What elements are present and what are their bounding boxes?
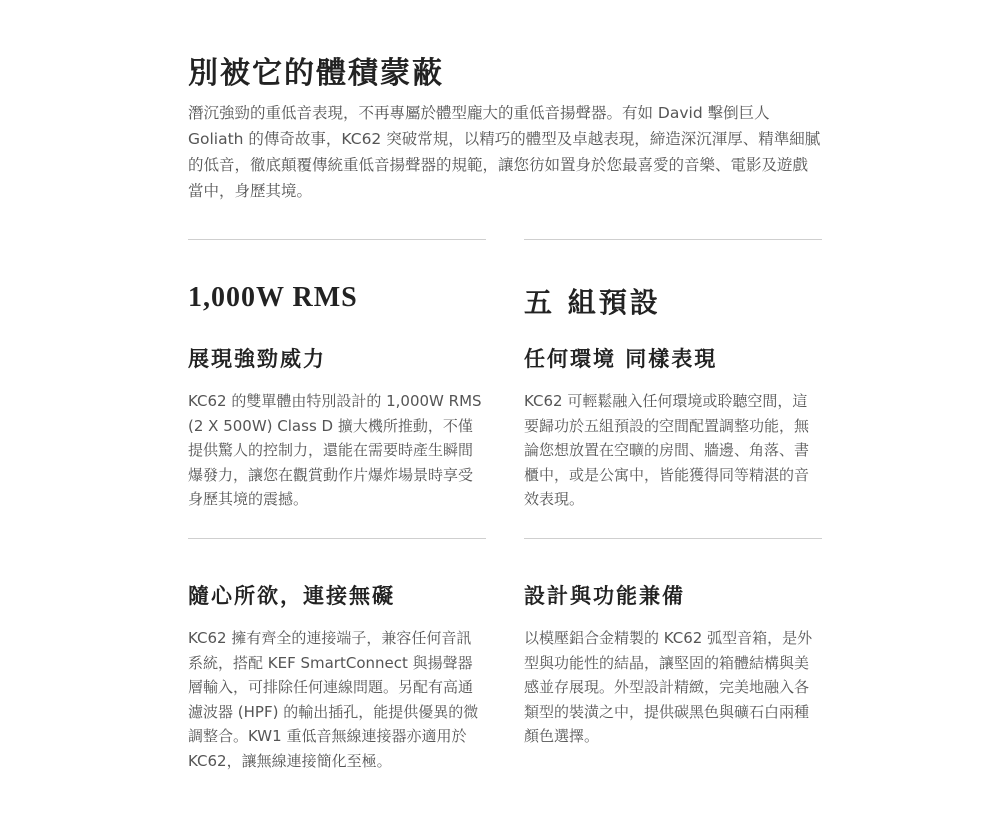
feature-body-presets: KC62 可輕鬆融入任何環境或聆聽空間，這要歸功於五組預設的空間配置調整功能，無論您想放置在空曠的房間、牆邊、角落、書櫃中，或是公寓中，皆能獲得同等精湛的音效表現。 (524, 392, 810, 508)
feature-body-power: KC62 的雙單體由特別設計的 1,000W RMS (2 X 500W) Class D 擴大機所推動，不僅提供驚人的控制力，還能在需要時產生瞬間爆發力，讓您在觀賞動作片爆炸場景時享受身歷其境的震撼。 (188, 392, 482, 508)
page-title: 別被它的體積蒙蔽 (188, 56, 444, 91)
intro-paragraph: 潛沉強勁的重低音表現，不再專屬於體型龐大的重低音揚聲器。有如 David 擊倒巨人Goliath 的傳奇故事，KC62 突破常規，以精巧的體型及卓越表現，締造深沉渾厚、精準細膩的低音，徹底顛覆傳統重低音揚聲器的規範，讓您彷如置身於您最喜愛的音樂、電影及遊戲當中，身歷其境。 (188, 104, 821, 200)
feature-subtitle-power: 展現強勁威力 (188, 347, 326, 371)
feature-subtitle-presets: 任何環境 同樣表現 (524, 347, 718, 371)
divider (524, 538, 822, 539)
feature-body-design: 以模壓鋁合金精製的 KC62 弧型音箱，是外型與功能性的結晶，讓堅固的箱體結構與美感並存展現。外型設計精緻，完美地融入各類型的裝潢之中，提供碳黑色與礦石白兩種顏色選擇。 (524, 629, 813, 745)
feature-body-connectivity: KC62 擁有齊全的連接端子，兼容任何音訊系統，搭配 KEF SmartConnect 與揚聲器層輸入，可排除任何連線問題。另配有高通濾波器 (HPF) 的輸出插孔，能提供優異的微調整合。KW1 重低音無線連接器亦適用於 KC62，讓無線連接簡化至極。 (188, 629, 479, 770)
divider (188, 538, 486, 539)
feature-subtitle-design: 設計與功能兼備 (524, 584, 685, 608)
feature-headline-power: 1,000W RMS (188, 282, 358, 313)
feature-subtitle-connectivity: 隨心所欲，連接無礙 (188, 584, 395, 608)
divider (188, 239, 486, 240)
divider (524, 239, 822, 240)
feature-headline-presets: 五 組預設 (524, 286, 661, 319)
